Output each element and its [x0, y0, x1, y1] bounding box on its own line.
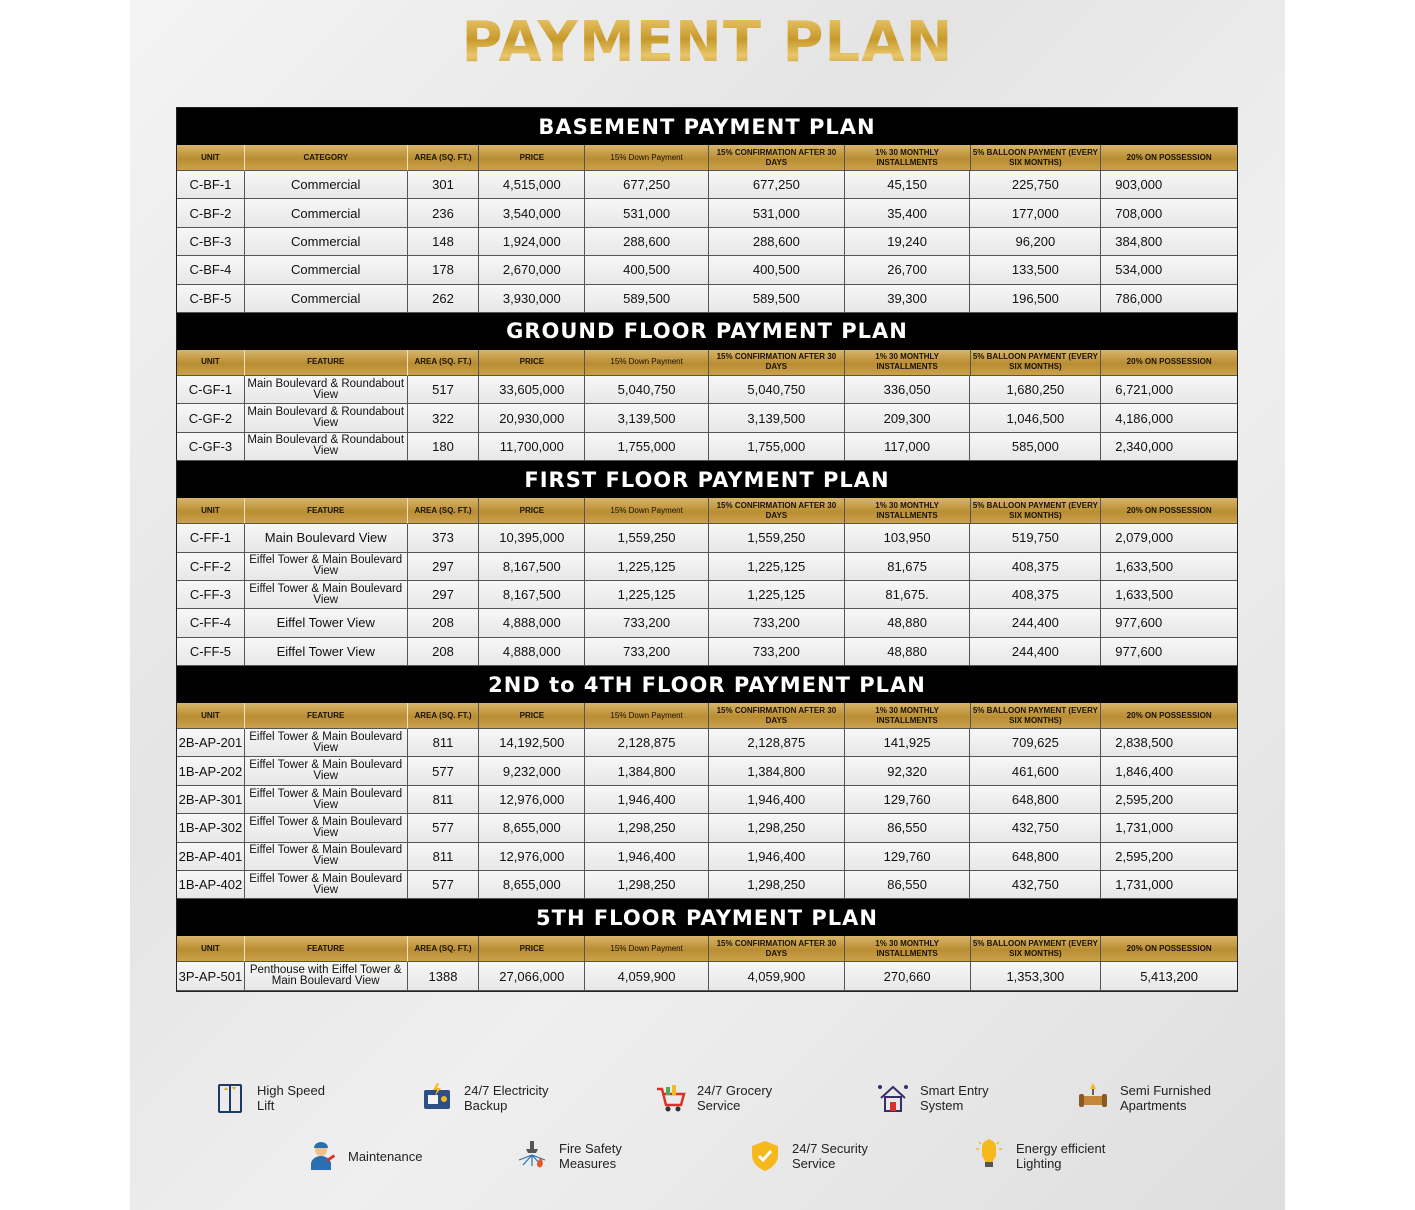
- value-cell: 8,655,000: [479, 871, 585, 899]
- table-row: [177, 814, 1237, 842]
- unit-cell: 1B-AP-202: [177, 757, 245, 785]
- column-header-price: PRICE: [479, 936, 585, 962]
- value-cell: 733,200: [709, 609, 845, 637]
- value-cell: 461,600: [970, 757, 1101, 785]
- value-cell: 8,167,500: [479, 553, 585, 581]
- value-cell: 648,800: [970, 843, 1101, 871]
- value-cell: 8,167,500: [479, 581, 585, 609]
- value-cell: 11,700,000: [479, 433, 585, 461]
- value-cell: 733,200: [585, 609, 709, 637]
- value-cell: 1,946,400: [709, 786, 845, 814]
- value-cell: 86,550: [845, 814, 971, 842]
- table-row: [177, 871, 1237, 899]
- value-cell: 708,000: [1101, 199, 1237, 227]
- value-cell: 1,353,300: [971, 962, 1102, 990]
- column-header-monthly: 1% 30 MONTHLY INSTALLMENTS: [845, 145, 971, 171]
- value-cell: 977,600: [1101, 638, 1237, 666]
- value-cell: 177,000: [970, 199, 1101, 227]
- unit-cell: C-BF-5: [177, 285, 245, 313]
- feature-cell: Eiffel Tower & Main Boulevard View: [245, 553, 408, 581]
- feature-cell: Eiffel Tower View: [245, 609, 408, 637]
- grocery-cart-icon: [653, 1081, 687, 1115]
- column-header-down: 15% Down Payment: [585, 498, 709, 524]
- value-cell: 209,300: [845, 404, 971, 432]
- value-cell: 2,128,875: [709, 729, 845, 757]
- unit-cell: C-FF-1: [177, 524, 245, 552]
- section-title: 5TH FLOOR PAYMENT PLAN: [177, 899, 1237, 936]
- category-cell: Commercial: [245, 256, 408, 284]
- column-header-monthly: 1% 30 MONTHLY INSTALLMENTS: [845, 936, 971, 962]
- value-cell: 133,500: [970, 256, 1101, 284]
- feature-cell: Main Boulevard View: [245, 524, 408, 552]
- value-cell: 1,225,125: [709, 553, 845, 581]
- amenity-item: [876, 1081, 989, 1115]
- unit-cell: 2B-AP-301: [177, 786, 245, 814]
- column-header-price: PRICE: [479, 145, 585, 171]
- value-cell: 12,976,000: [479, 843, 585, 871]
- value-cell: 81,675: [845, 553, 971, 581]
- value-cell: 3,139,500: [709, 404, 845, 432]
- column-header-unit: UNIT: [177, 936, 245, 962]
- value-cell: 811: [408, 729, 480, 757]
- value-cell: 27,066,000: [479, 962, 585, 990]
- column-header-unit: UNIT: [177, 350, 245, 376]
- value-cell: 14,192,500: [479, 729, 585, 757]
- table-row: [177, 609, 1237, 637]
- value-cell: 4,059,900: [709, 962, 845, 990]
- value-cell: 196,500: [970, 285, 1101, 313]
- value-cell: 208: [408, 609, 480, 637]
- value-cell: 1,384,800: [585, 757, 709, 785]
- value-cell: 4,186,000: [1101, 404, 1237, 432]
- value-cell: 19,240: [845, 228, 971, 256]
- value-cell: 1,946,400: [585, 843, 709, 871]
- column-header-monthly: 1% 30 MONTHLY INSTALLMENTS: [845, 350, 971, 376]
- column-header-monthly: 1% 30 MONTHLY INSTALLMENTS: [845, 498, 971, 524]
- column-header-category: CATEGORY: [245, 145, 408, 171]
- table-row: [177, 285, 1237, 313]
- value-cell: 5,040,750: [709, 376, 845, 404]
- value-cell: 244,400: [970, 638, 1101, 666]
- category-cell: Commercial: [245, 171, 408, 199]
- unit-cell: C-BF-1: [177, 171, 245, 199]
- value-cell: 4,888,000: [479, 609, 585, 637]
- value-cell: 4,059,900: [585, 962, 709, 990]
- value-cell: 1,633,500: [1101, 553, 1237, 581]
- value-cell: 811: [408, 786, 480, 814]
- unit-cell: 3P-AP-501: [177, 962, 245, 990]
- amenity-label: Smart Entry System: [920, 1083, 989, 1113]
- value-cell: 577: [408, 814, 480, 842]
- column-header-price: PRICE: [479, 498, 585, 524]
- value-cell: 811: [408, 843, 480, 871]
- column-header-possession: 20% ON POSSESSION: [1101, 936, 1237, 962]
- value-cell: 48,880: [845, 609, 971, 637]
- feature-cell: Eiffel Tower & Main Boulevard View: [245, 814, 408, 842]
- value-cell: 45,150: [845, 171, 971, 199]
- feature-cell: Eiffel Tower View: [245, 638, 408, 666]
- value-cell: 2,079,000: [1101, 524, 1237, 552]
- unit-cell: C-BF-2: [177, 199, 245, 227]
- unit-cell: C-GF-3: [177, 433, 245, 461]
- amenity-label: 24/7 Security Service: [792, 1141, 868, 1171]
- page-title: PAYMENT PLAN: [0, 10, 1415, 75]
- value-cell: 589,500: [585, 285, 709, 313]
- value-cell: 903,000: [1101, 171, 1237, 199]
- value-cell: 39,300: [845, 285, 971, 313]
- value-cell: 26,700: [845, 256, 971, 284]
- table-row: [177, 228, 1237, 256]
- value-cell: 5,413,200: [1101, 962, 1237, 990]
- unit-cell: C-GF-1: [177, 376, 245, 404]
- category-cell: Commercial: [245, 228, 408, 256]
- value-cell: 297: [408, 581, 480, 609]
- value-cell: 977,600: [1101, 609, 1237, 637]
- value-cell: 92,320: [845, 757, 971, 785]
- value-cell: 1,680,250: [970, 376, 1101, 404]
- value-cell: 6,721,000: [1101, 376, 1237, 404]
- value-cell: 1,946,400: [585, 786, 709, 814]
- value-cell: 81,675.: [845, 581, 971, 609]
- value-cell: 48,880: [845, 638, 971, 666]
- column-header-price: PRICE: [479, 703, 585, 729]
- value-cell: 1,298,250: [709, 814, 845, 842]
- table-row: [177, 524, 1237, 552]
- unit-cell: C-FF-2: [177, 553, 245, 581]
- amenity-label: 24/7 Electricity Backup: [464, 1083, 549, 1113]
- lift-icon: [213, 1081, 247, 1115]
- value-cell: 2,670,000: [479, 256, 585, 284]
- value-cell: 2,595,200: [1101, 786, 1237, 814]
- amenity-item: [972, 1139, 1105, 1173]
- value-cell: 1,559,250: [709, 524, 845, 552]
- value-cell: 33,605,000: [479, 376, 585, 404]
- table-row: [177, 553, 1237, 581]
- table-row: [177, 638, 1237, 666]
- column-header-down: 15% Down Payment: [585, 703, 709, 729]
- table-row: [177, 404, 1237, 432]
- column-header-confirmation: 15% CONFIRMATION AFTER 30 DAYS: [709, 498, 845, 524]
- column-header-possession: 20% ON POSSESSION: [1101, 350, 1237, 376]
- value-cell: 1,755,000: [585, 433, 709, 461]
- amenity-label: 24/7 Grocery Service: [697, 1083, 773, 1113]
- unit-cell: C-FF-4: [177, 609, 245, 637]
- amenities-list: [0, 1075, 1415, 1195]
- value-cell: 1,731,000: [1101, 871, 1237, 899]
- column-header-confirmation: 15% CONFIRMATION AFTER 30 DAYS: [709, 936, 845, 962]
- value-cell: 12,976,000: [479, 786, 585, 814]
- value-cell: 648,800: [970, 786, 1101, 814]
- value-cell: 1,946,400: [709, 843, 845, 871]
- section-title: GROUND FLOOR PAYMENT PLAN: [177, 313, 1237, 350]
- column-header-possession: 20% ON POSSESSION: [1101, 145, 1237, 171]
- column-header-unit: UNIT: [177, 145, 245, 171]
- feature-cell: Eiffel Tower & Main Boulevard View: [245, 871, 408, 899]
- amenity-item: [1076, 1081, 1211, 1115]
- table-row: [177, 433, 1237, 461]
- value-cell: 244,400: [970, 609, 1101, 637]
- value-cell: 5,040,750: [585, 376, 709, 404]
- maintenance-worker-icon: [304, 1139, 338, 1173]
- table-row: [177, 581, 1237, 609]
- value-cell: 585,000: [970, 433, 1101, 461]
- amenity-item: [420, 1081, 549, 1115]
- value-cell: 677,250: [709, 171, 845, 199]
- value-cell: 1,225,125: [709, 581, 845, 609]
- column-header-feature: FEATURE: [245, 936, 408, 962]
- column-header-confirmation: 15% CONFIRMATION AFTER 30 DAYS: [709, 703, 845, 729]
- value-cell: 400,500: [709, 256, 845, 284]
- value-cell: 677,250: [585, 171, 709, 199]
- value-cell: 2,838,500: [1101, 729, 1237, 757]
- value-cell: 262: [408, 285, 480, 313]
- section-title: FIRST FLOOR PAYMENT PLAN: [177, 461, 1237, 498]
- value-cell: 1,559,250: [585, 524, 709, 552]
- value-cell: 519,750: [970, 524, 1101, 552]
- column-header-down: 15% Down Payment: [585, 350, 709, 376]
- column-header-balloon: 5% BALLOON PAYMENT (EVERY SIX MONTHS): [971, 145, 1102, 171]
- value-cell: 8,655,000: [479, 814, 585, 842]
- security-shield-icon: [748, 1139, 782, 1173]
- value-cell: 103,950: [845, 524, 971, 552]
- value-cell: 3,139,500: [585, 404, 709, 432]
- value-cell: 534,000: [1101, 256, 1237, 284]
- value-cell: 35,400: [845, 199, 971, 227]
- category-cell: Commercial: [245, 199, 408, 227]
- feature-cell: Eiffel Tower & Main Boulevard View: [245, 757, 408, 785]
- column-header-unit: UNIT: [177, 498, 245, 524]
- column-header-area: AREA (SQ. FT.): [408, 498, 480, 524]
- value-cell: 432,750: [970, 814, 1101, 842]
- column-header-down: 15% Down Payment: [585, 145, 709, 171]
- table-row: [177, 786, 1237, 814]
- value-cell: 178: [408, 256, 480, 284]
- amenity-item: [653, 1081, 772, 1115]
- section-title: BASEMENT PAYMENT PLAN: [177, 108, 1237, 145]
- value-cell: 709,625: [970, 729, 1101, 757]
- column-header-area: AREA (SQ. FT.): [408, 703, 480, 729]
- value-cell: 301: [408, 171, 480, 199]
- value-cell: 1,755,000: [709, 433, 845, 461]
- unit-cell: 2B-AP-401: [177, 843, 245, 871]
- table-row: [177, 757, 1237, 785]
- feature-cell: Main Boulevard & Roundabout View: [245, 376, 408, 404]
- value-cell: 236: [408, 199, 480, 227]
- value-cell: 1,924,000: [479, 228, 585, 256]
- amenity-item: [213, 1081, 325, 1115]
- value-cell: 1,731,000: [1101, 814, 1237, 842]
- furniture-icon: [1076, 1081, 1110, 1115]
- value-cell: 129,760: [845, 843, 971, 871]
- value-cell: 733,200: [585, 638, 709, 666]
- value-cell: 786,000: [1101, 285, 1237, 313]
- value-cell: 1,298,250: [585, 871, 709, 899]
- unit-cell: C-BF-4: [177, 256, 245, 284]
- column-header-balloon: 5% BALLOON PAYMENT (EVERY SIX MONTHS): [971, 703, 1102, 729]
- column-header-feature: FEATURE: [245, 350, 408, 376]
- category-cell: Commercial: [245, 285, 408, 313]
- value-cell: 20,930,000: [479, 404, 585, 432]
- table-row: [177, 256, 1237, 284]
- value-cell: 225,750: [970, 171, 1101, 199]
- column-header-area: AREA (SQ. FT.): [408, 936, 480, 962]
- amenity-label: Energy efficient Lighting: [1016, 1141, 1106, 1171]
- header-row: [177, 350, 1237, 376]
- unit-cell: C-BF-3: [177, 228, 245, 256]
- column-header-area: AREA (SQ. FT.): [408, 350, 480, 376]
- value-cell: 10,395,000: [479, 524, 585, 552]
- amenity-label: Fire Safety Measures: [559, 1141, 622, 1171]
- value-cell: 148: [408, 228, 480, 256]
- value-cell: 1,633,500: [1101, 581, 1237, 609]
- value-cell: 297: [408, 553, 480, 581]
- table-row: [177, 376, 1237, 404]
- value-cell: 270,660: [845, 962, 971, 990]
- unit-cell: 2B-AP-201: [177, 729, 245, 757]
- value-cell: 3,540,000: [479, 199, 585, 227]
- unit-cell: C-FF-5: [177, 638, 245, 666]
- header-row: [177, 703, 1237, 729]
- value-cell: 2,128,875: [585, 729, 709, 757]
- value-cell: 531,000: [585, 199, 709, 227]
- column-header-feature: FEATURE: [245, 703, 408, 729]
- value-cell: 400,500: [585, 256, 709, 284]
- generator-icon: [420, 1081, 454, 1115]
- amenity-item: [515, 1139, 622, 1173]
- amenity-label: Semi Furnished Apartments: [1120, 1083, 1212, 1113]
- payment-plan-table: [176, 107, 1238, 992]
- column-header-possession: 20% ON POSSESSION: [1101, 703, 1237, 729]
- feature-cell: Eiffel Tower & Main Boulevard View: [245, 786, 408, 814]
- value-cell: 1,298,250: [585, 814, 709, 842]
- column-header-possession: 20% ON POSSESSION: [1101, 498, 1237, 524]
- value-cell: 408,375: [970, 581, 1101, 609]
- value-cell: 96,200: [970, 228, 1101, 256]
- column-header-down: 15% Down Payment: [585, 936, 709, 962]
- feature-cell: Eiffel Tower & Main Boulevard View: [245, 729, 408, 757]
- value-cell: 86,550: [845, 871, 971, 899]
- column-header-price: PRICE: [479, 350, 585, 376]
- column-header-unit: UNIT: [177, 703, 245, 729]
- header-row: [177, 498, 1237, 524]
- table-row: [177, 199, 1237, 227]
- unit-cell: 1B-AP-302: [177, 814, 245, 842]
- column-header-balloon: 5% BALLOON PAYMENT (EVERY SIX MONTHS): [971, 498, 1102, 524]
- value-cell: 1,225,125: [585, 553, 709, 581]
- feature-cell: Eiffel Tower & Main Boulevard View: [245, 843, 408, 871]
- column-header-balloon: 5% BALLOON PAYMENT (EVERY SIX MONTHS): [971, 936, 1102, 962]
- sprinkler-icon: [515, 1139, 549, 1173]
- value-cell: 4,515,000: [479, 171, 585, 199]
- value-cell: 384,800: [1101, 228, 1237, 256]
- value-cell: 288,600: [709, 228, 845, 256]
- column-header-confirmation: 15% CONFIRMATION AFTER 30 DAYS: [709, 145, 845, 171]
- column-header-area: AREA (SQ. FT.): [408, 145, 480, 171]
- column-header-feature: FEATURE: [245, 498, 408, 524]
- value-cell: 180: [408, 433, 480, 461]
- value-cell: 1,846,400: [1101, 757, 1237, 785]
- column-header-balloon: 5% BALLOON PAYMENT (EVERY SIX MONTHS): [971, 350, 1102, 376]
- amenity-label: Maintenance: [348, 1148, 423, 1164]
- column-header-monthly: 1% 30 MONTHLY INSTALLMENTS: [845, 703, 971, 729]
- value-cell: 577: [408, 871, 480, 899]
- value-cell: 322: [408, 404, 480, 432]
- value-cell: 141,925: [845, 729, 971, 757]
- value-cell: 336,050: [845, 376, 971, 404]
- value-cell: 4,888,000: [479, 638, 585, 666]
- value-cell: 432,750: [970, 871, 1101, 899]
- unit-cell: C-GF-2: [177, 404, 245, 432]
- unit-cell: C-FF-3: [177, 581, 245, 609]
- value-cell: 1,225,125: [585, 581, 709, 609]
- light-bulb-icon: [972, 1139, 1006, 1173]
- value-cell: 373: [408, 524, 480, 552]
- value-cell: 208: [408, 638, 480, 666]
- value-cell: 577: [408, 757, 480, 785]
- value-cell: 531,000: [709, 199, 845, 227]
- amenity-item: [304, 1139, 422, 1173]
- value-cell: 2,595,200: [1101, 843, 1237, 871]
- value-cell: 733,200: [709, 638, 845, 666]
- table-row: [177, 729, 1237, 757]
- amenity-item: [748, 1139, 868, 1173]
- header-row: [177, 145, 1237, 171]
- feature-cell: Penthouse with Eiffel Tower & Main Boulevard View: [245, 962, 408, 990]
- table-row: [177, 171, 1237, 199]
- value-cell: 589,500: [709, 285, 845, 313]
- value-cell: 9,232,000: [479, 757, 585, 785]
- value-cell: 2,340,000: [1101, 433, 1237, 461]
- smart-home-icon: [876, 1081, 910, 1115]
- value-cell: 1,298,250: [709, 871, 845, 899]
- table-row: [177, 843, 1237, 871]
- feature-cell: Main Boulevard & Roundabout View: [245, 433, 408, 461]
- value-cell: 408,375: [970, 553, 1101, 581]
- feature-cell: Eiffel Tower & Main Boulevard View: [245, 581, 408, 609]
- unit-cell: 1B-AP-402: [177, 871, 245, 899]
- header-row: [177, 936, 1237, 962]
- value-cell: 1388: [408, 962, 480, 990]
- amenity-label: High Speed Lift: [257, 1083, 325, 1113]
- value-cell: 288,600: [585, 228, 709, 256]
- value-cell: 117,000: [845, 433, 971, 461]
- value-cell: 3,930,000: [479, 285, 585, 313]
- table-row: [177, 962, 1237, 990]
- value-cell: 1,046,500: [970, 404, 1101, 432]
- column-header-confirmation: 15% CONFIRMATION AFTER 30 DAYS: [709, 350, 845, 376]
- value-cell: 1,384,800: [709, 757, 845, 785]
- feature-cell: Main Boulevard & Roundabout View: [245, 404, 408, 432]
- value-cell: 129,760: [845, 786, 971, 814]
- section-title: 2ND to 4TH FLOOR PAYMENT PLAN: [177, 666, 1237, 703]
- value-cell: 517: [408, 376, 480, 404]
